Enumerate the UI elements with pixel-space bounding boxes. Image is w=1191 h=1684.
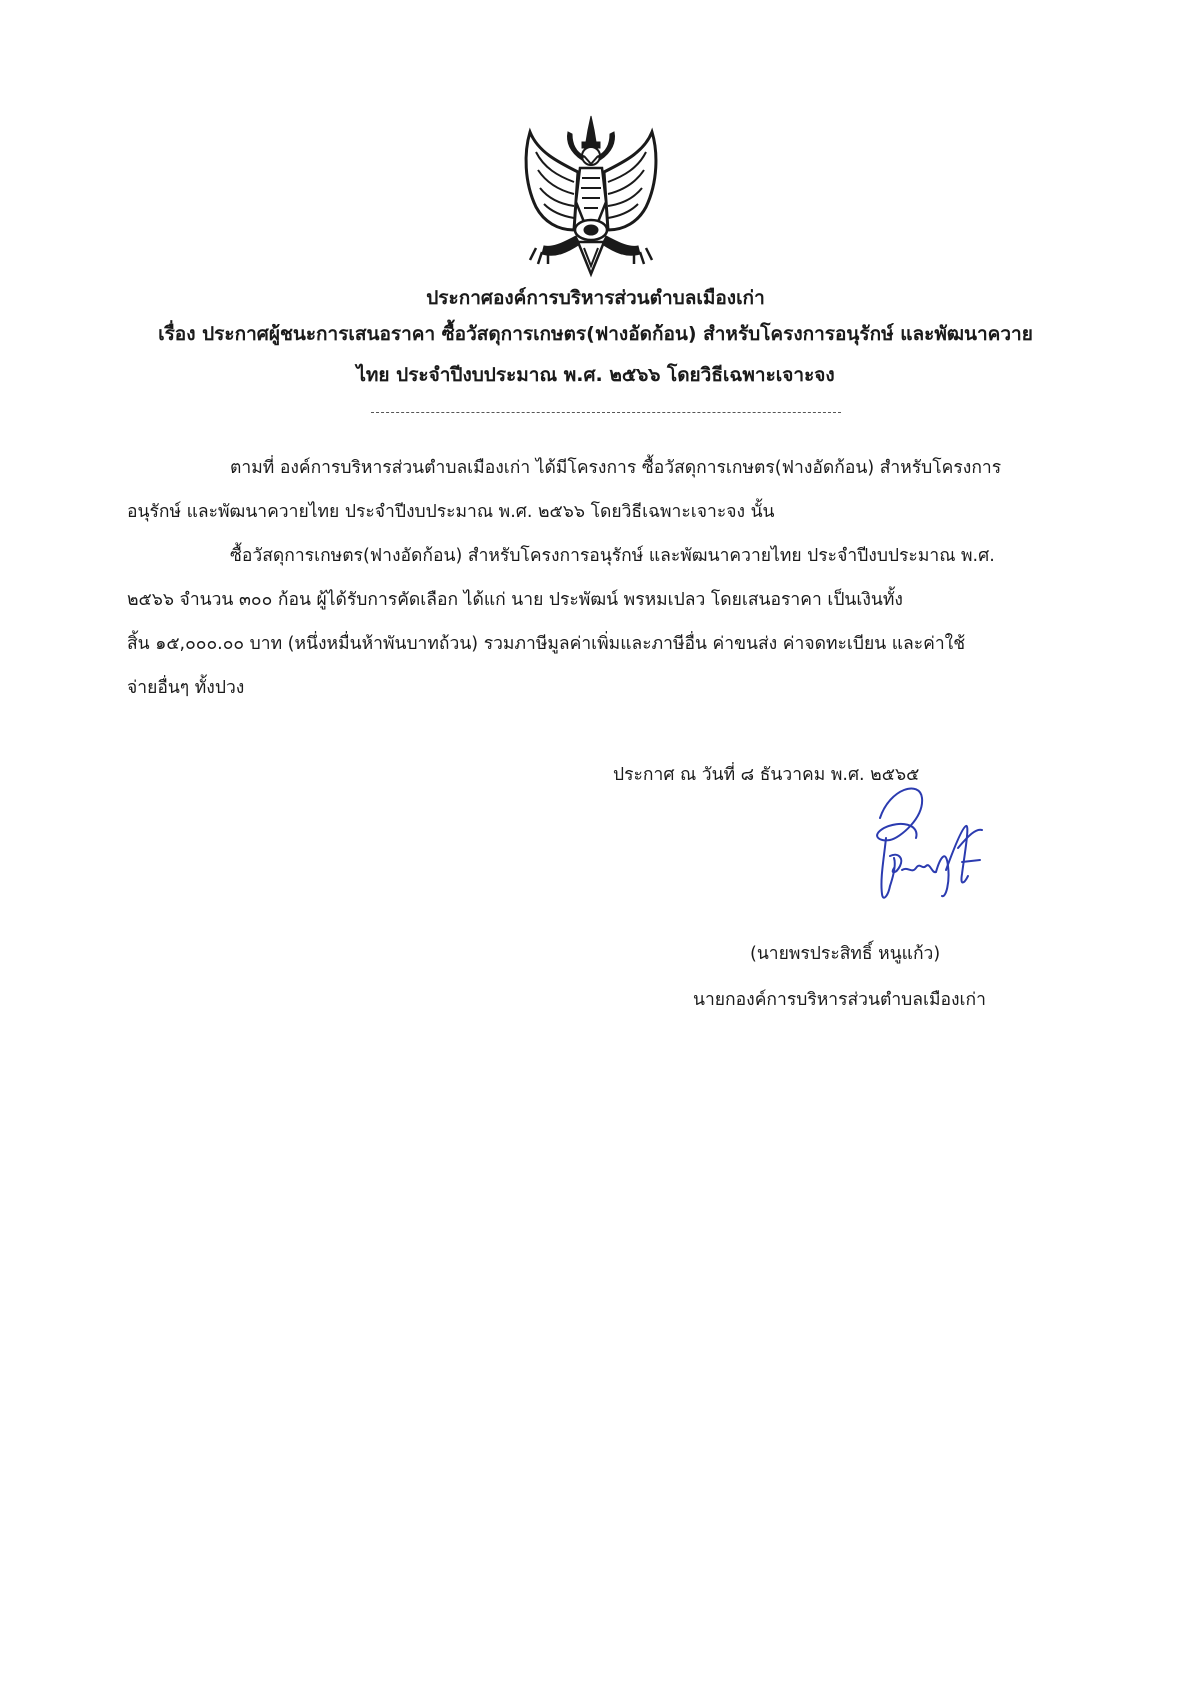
body-paragraph-2-line-3: สิ้น ๑๕,๐๐๐.๐๐ บาท (หนึ่งหมื่นห้าพันบาทถ้วน) รวมภาษีมูลค่าเพิ่มและภาษีอื่น ค่าขนส่ง ค่าจดทะเบียน และค่าใช้: [127, 634, 966, 654]
signer-title: นายกองค์การบริหารส่วนตำบลเมืองเก่า: [693, 990, 986, 1010]
announcement-subject: เรื่อง ประกาศผู้ชนะการเสนอราคา ซื้อวัสดุการเกษตร(ฟางอัดก้อน) สำหรับโครงการอนุรักษ์ และพัฒนาควาย: [158, 323, 1033, 345]
signer-name: (นายพรประสิทธิ์ หนูแก้ว): [750, 944, 941, 964]
body-paragraph-2-line-2: ๒๕๖๖ จำนวน ๓๐๐ ก้อน ผู้ได้รับการคัดเลือก ได้แก่ นาย ประพัฒน์ พรหมเปลว โดยเสนอราคา เป็นเงินทั้ง: [127, 590, 903, 610]
body-paragraph-2-line-4: จ่ายอื่นๆ ทั้งปวง: [127, 678, 245, 698]
body-paragraph-2-line-1: ซื้อวัสดุการเกษตร(ฟางอัดก้อน) สำหรับโครงการอนุรักษ์ และพัฒนาควายไทย ประจำปีงบประมาณ พ.ศ.: [230, 546, 995, 566]
announcement-subject-continued: ไทย ประจำปีงบประมาณ พ.ศ. ๒๕๖๖ โดยวิธีเฉพาะเจาะจง: [356, 364, 835, 386]
body-paragraph-1-line-2: อนุรักษ์ และพัฒนาควายไทย ประจำปีงบประมาณ พ.ศ. ๒๕๖๖ โดยวิธีเฉพาะเจาะจง นั้น: [127, 502, 775, 522]
garuda-emblem-icon: [518, 112, 664, 280]
dashed-divider: [371, 412, 841, 413]
announcement-date: ประกาศ ณ วันที่ ๘ ธันวาคม พ.ศ. ๒๕๖๕: [613, 765, 920, 785]
signature-mark: [850, 778, 1010, 928]
announcement-title: ประกาศองค์การบริหารส่วนตำบลเมืองเก่า: [426, 287, 765, 309]
body-paragraph-1-line-1: ตามที่ องค์การบริหารส่วนตำบลเมืองเก่า ได้มีโครงการ ซื้อวัสดุการเกษตร(ฟางอัดก้อน) สำหรับโครงการ: [230, 458, 1002, 478]
